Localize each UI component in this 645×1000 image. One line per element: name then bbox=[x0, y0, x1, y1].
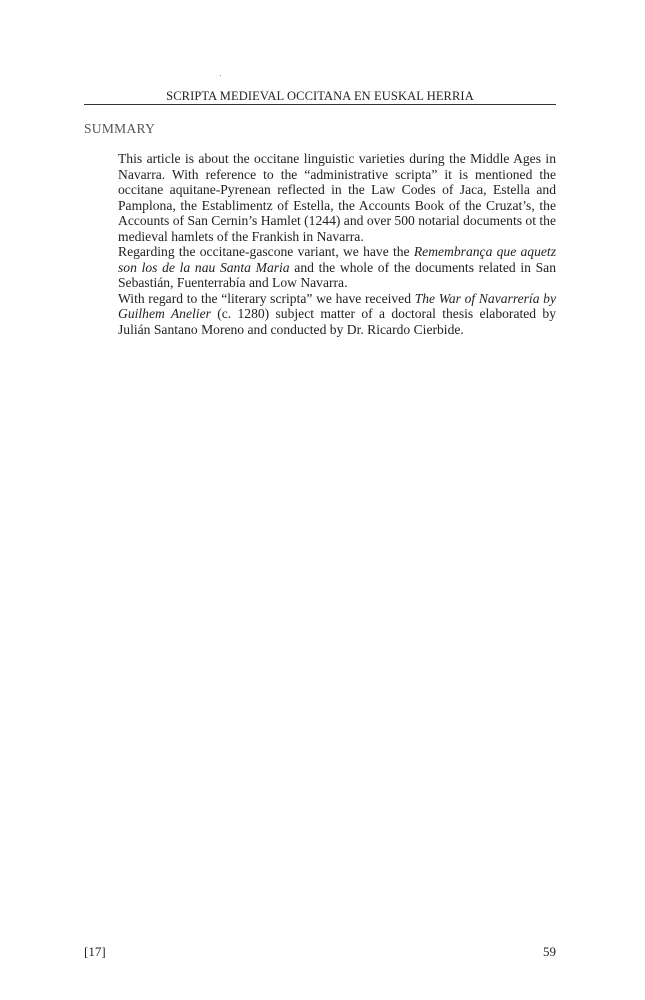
italic-title: The War of Navarrería by Guilhem Anelier bbox=[118, 290, 557, 321]
page-reference: [17] bbox=[84, 944, 106, 959]
paragraph-2 bbox=[118, 244, 556, 291]
summary-body bbox=[118, 151, 556, 337]
text-run: and the whole of the documents related in San Sebastián, Fuenterrabía and Low Navarra. bbox=[118, 259, 556, 290]
text-run: (c. 1280) subject matter of a doctoral thesis elaborated by Julián Santano Moreno and conducted by Dr. Ricardo Cierbide. bbox=[118, 306, 556, 337]
text-run: With regard to the “literary scripta” we have received bbox=[118, 290, 415, 306]
paragraph-1 bbox=[118, 151, 556, 244]
section-heading: SUMMARY bbox=[84, 121, 156, 136]
header-rule bbox=[84, 104, 556, 105]
page-number: 59 bbox=[543, 944, 556, 959]
speck-mark bbox=[220, 75, 221, 76]
paragraph-3 bbox=[118, 291, 556, 338]
text-run: This article is about the occitane linguistic varieties during the Middle Ages in Navarra. With reference to the “administrative scripta” it is mentioned the occitane aquitane-Pyrenean reflected in the Law Codes of Jaca, Estella and Pamplona, the Establimentz of Estella, the Accounts Book of the Cruzat’s, the Accounts of San Cernin’s Hamlet (1244) and over 500 notarial documents ot the medieval hamlets of the Frankish in Navarra. bbox=[118, 151, 556, 244]
text-run: Regarding the occitane-gascone variant, we have the bbox=[118, 244, 414, 259]
italic-title: Remembrança que aquetz son los de la nau Santa Maria bbox=[118, 244, 556, 275]
running-header: SCRIPTA MEDIEVAL OCCITANA EN EUSKAL HERRIA bbox=[166, 89, 474, 103]
